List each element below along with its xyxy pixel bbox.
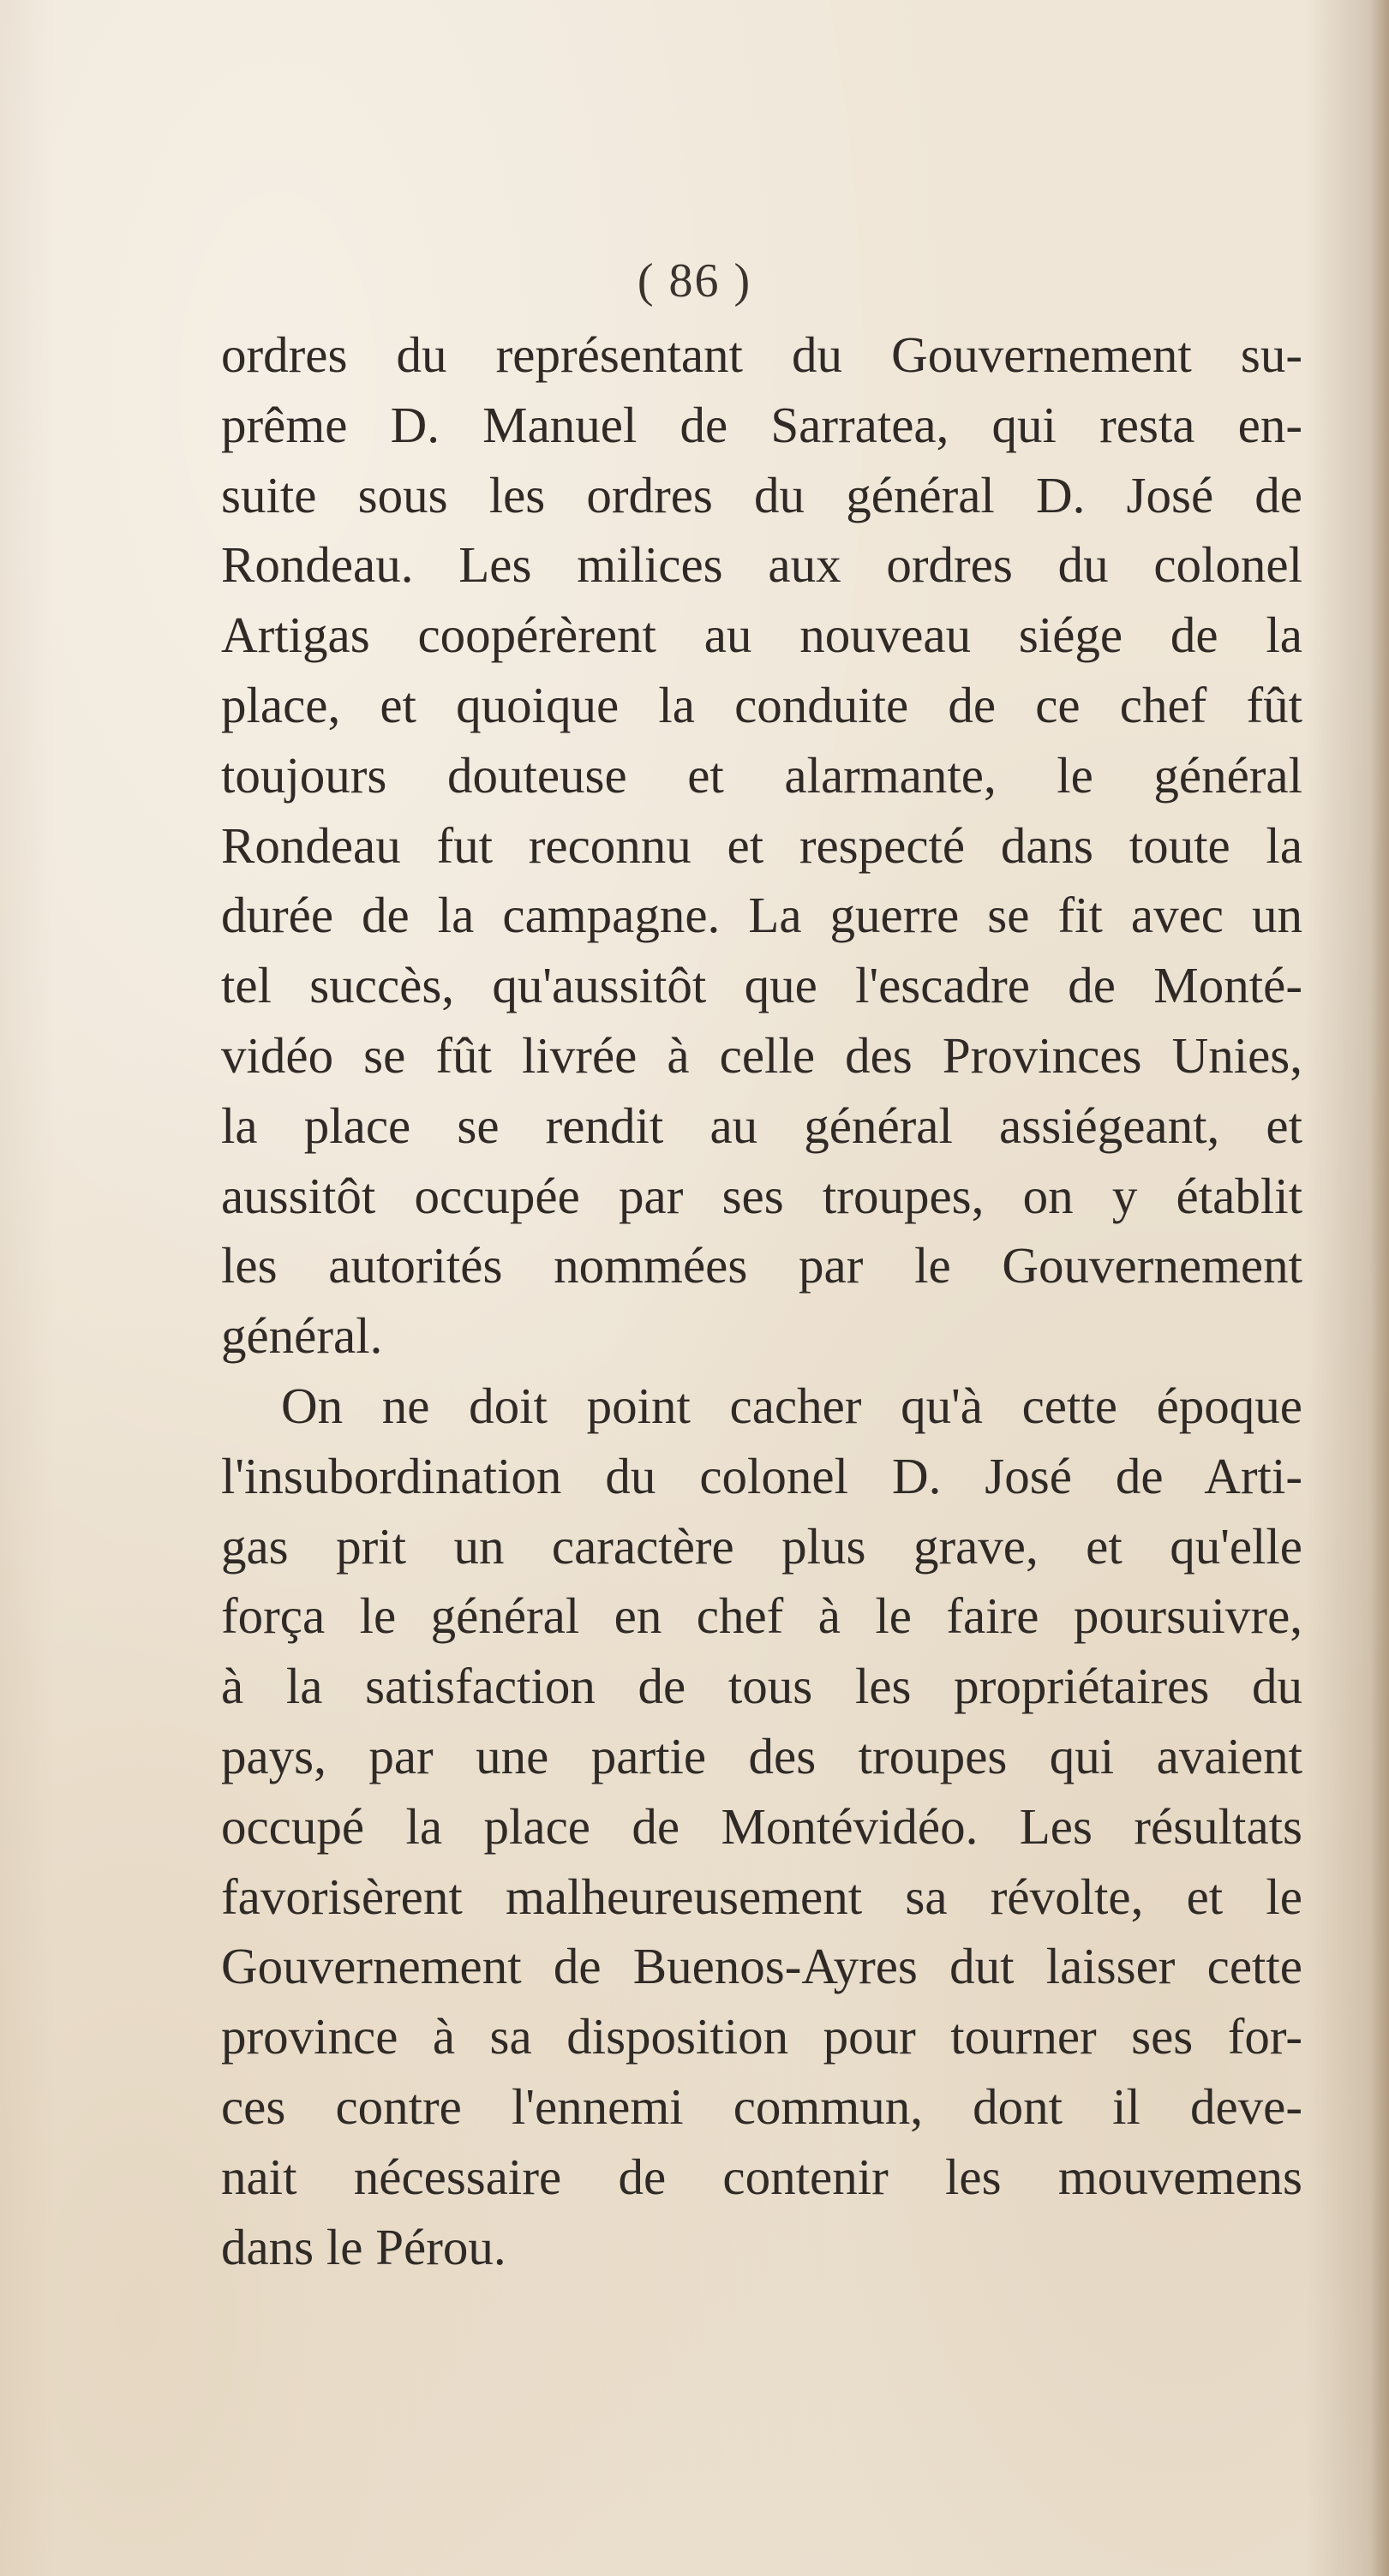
text-line: occupé la place de Montévidéo. Les résultats	[221, 1797, 1302, 1855]
text-line: l'insubordination du colonel D. José de Arti-	[221, 1447, 1302, 1504]
text-line: Rondeau fut reconnu et respecté dans toute la	[221, 816, 1302, 874]
text-line: les autorités nommées par le Gouvernement	[221, 1237, 1302, 1294]
paragraph-end-line: général.	[221, 1307, 383, 1365]
text-line: suite sous les ordres du général D. José de	[221, 466, 1302, 523]
text-line: province à sa disposition pour tourner ses for-	[221, 2008, 1302, 2065]
text-line: toujours douteuse et alarmante, le général	[221, 746, 1302, 804]
paragraph-end-line: dans le Pérou.	[221, 2218, 506, 2275]
text-line: durée de la campagne. La guerre se fit avec un	[221, 887, 1302, 944]
text-line: pays, par une partie des troupes qui avaient	[221, 1727, 1302, 1784]
text-line: Gouvernement de Buenos-Ayres dut laisser cette	[221, 1938, 1302, 1995]
page-edge-shadow	[1370, 0, 1389, 2576]
text-line: vidéo se fût livrée à celle des Provinces Unies,	[221, 1026, 1302, 1084]
text-line: Artigas coopérèrent au nouveau siége de la	[221, 607, 1302, 664]
text-line: ordres du représentant du Gouvernement su-	[221, 326, 1302, 383]
text-line: place, et quoique la conduite de ce chef fût	[221, 676, 1302, 733]
text-line: la place se rendit au général assiégeant, et	[221, 1097, 1302, 1154]
text-line: aussitôt occupée par ses troupes, on y établit	[221, 1167, 1302, 1224]
text-line: Rondeau. Les milices aux ordres du colonel	[221, 536, 1302, 594]
text-line: tel succès, qu'aussitôt que l'escadre de Monté-	[221, 957, 1302, 1014]
text-line: favorisèrent malheureusement sa révolte, et le	[221, 1868, 1302, 1925]
text-line: prême D. Manuel de Sarratea, qui resta en-	[221, 396, 1302, 453]
body-text	[221, 320, 1302, 2282]
text-line: gas prit un caractère plus grave, et qu'elle	[221, 1517, 1302, 1575]
text-line: à la satisfaction de tous les propriétaires du	[221, 1658, 1302, 1715]
text-line: força le général en chef à le faire poursuivre,	[221, 1587, 1302, 1645]
paragraph-start-line: On ne doit point cacher qu'à cette époque	[281, 1377, 1302, 1434]
text-line: ces contre l'ennemi commun, dont il deve-	[221, 2077, 1302, 2135]
page-number: ( 86 )	[637, 254, 752, 308]
text-line: nait nécessaire de contenir les mouvemens	[221, 2148, 1302, 2205]
